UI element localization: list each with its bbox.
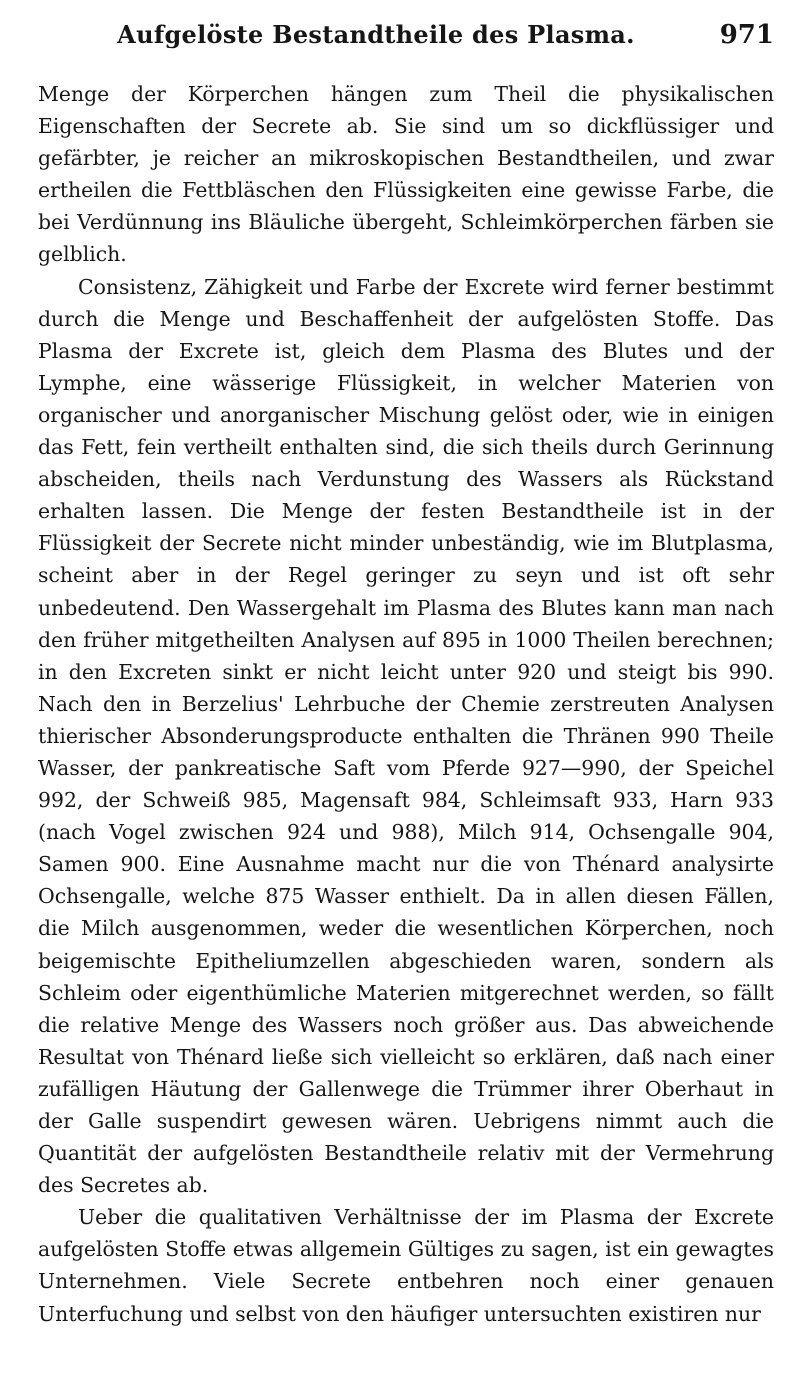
- paragraph-qualitative: Ueber die qualitativen Verhältnisse der im Plasma der Excrete aufgelösten Stoffe etwas allgemein Gültiges zu sagen, ist ein gewagtes Unternehmen. Viele Secrete entbehren noch einer genauen Unterfuchung und selbst von den häufiger untersuchten existiren nur: [38, 1205, 774, 1326]
- body-text: [38, 78, 774, 1330]
- running-header: [38, 14, 774, 54]
- running-title: Aufgelöste Bestandtheile des Plasma.: [117, 20, 635, 49]
- page-number: 971: [719, 20, 774, 50]
- paragraph-consistency: Consistenz, Zähigkeit und Farbe der Excrete wird ferner bestimmt durch die Menge und Beschaffenheit der aufgelösten Stoffe. Das Plasma der Excrete ist, gleich dem Plasma des Blutes und der Lymphe, eine wässerige Flüssigkeit, in welcher Materien von organischer und anorganischer Mischung gelöst oder, wie in einigen das Fett, fein vertheilt enthalten sind, die sich theils durch Gerinnung abscheiden, theils nach Verdunstung des Wassers als Rückstand erhalten lassen. Die Menge der festen Bestandtheile ist in der Flüssigkeit der Secrete nicht minder unbeständig, wie im Blutplasma, scheint aber in der Regel geringer zu seyn und ist oft sehr unbedeutend. Den Wassergehalt im Plasma des Blutes kann man nach den früher mitgetheilten Analysen auf 895 in 1000 Theilen berechnen; in den Excreten sinkt er nicht leicht unter 920 und steigt bis 990. Nach den in Berzelius' Lehrbuche der Chemie zerstreuten Analysen thierischer Absonderungsproducte enthalten die Thränen 990 Theile Wasser, der pankreatische Saft vom Pferde 927—990, der Speichel 992, der Schweiß 985, Magensaft 984, Schleimsaft 933, Harn 933 (nach Vogel zwischen 924 und 988), Milch 914, Ochsengalle 904, Samen 900. Eine Ausnahme macht nur die von Thénard analysirte Ochsengalle, welche 875 Wasser enthielt. Da in allen diesen Fällen, die Milch ausgenommen, weder die wesentlichen Körperchen, noch beigemischte Epitheliumzellen abgeschieden waren, sondern als Schleim oder eigenthümliche Materien mitgerechnet werden, so fällt die relative Menge des Wassers noch größer aus. Das abweichende Resultat von Thénard ließe sich vielleicht so erklären, daß nach einer zufälligen Häutung der Gallenwege die Trümmer ihrer Oberhaut in der Galle suspendirt gewesen wären. Uebrigens nimmt auch die Quantität der aufgelösten Bestandtheile relativ mit der Vermehrung des Secretes ab.: [38, 274, 774, 1198]
- book-page: [38, 0, 774, 1398]
- paragraph-continuation: Menge der Körperchen hängen zum Theil die physikalischen Eigenschaften der Secrete ab. Sie sind um so dickflüssiger und gefärbter, je reicher an mikroskopischen Bestandtheilen, und zwar ertheilen die Fettbläschen den Flüssigkeiten eine gewisse Farbe, die bei Verdünnung ins Bläuliche übergeht, Schleimkörperchen färben sie gelblich.: [38, 82, 774, 267]
